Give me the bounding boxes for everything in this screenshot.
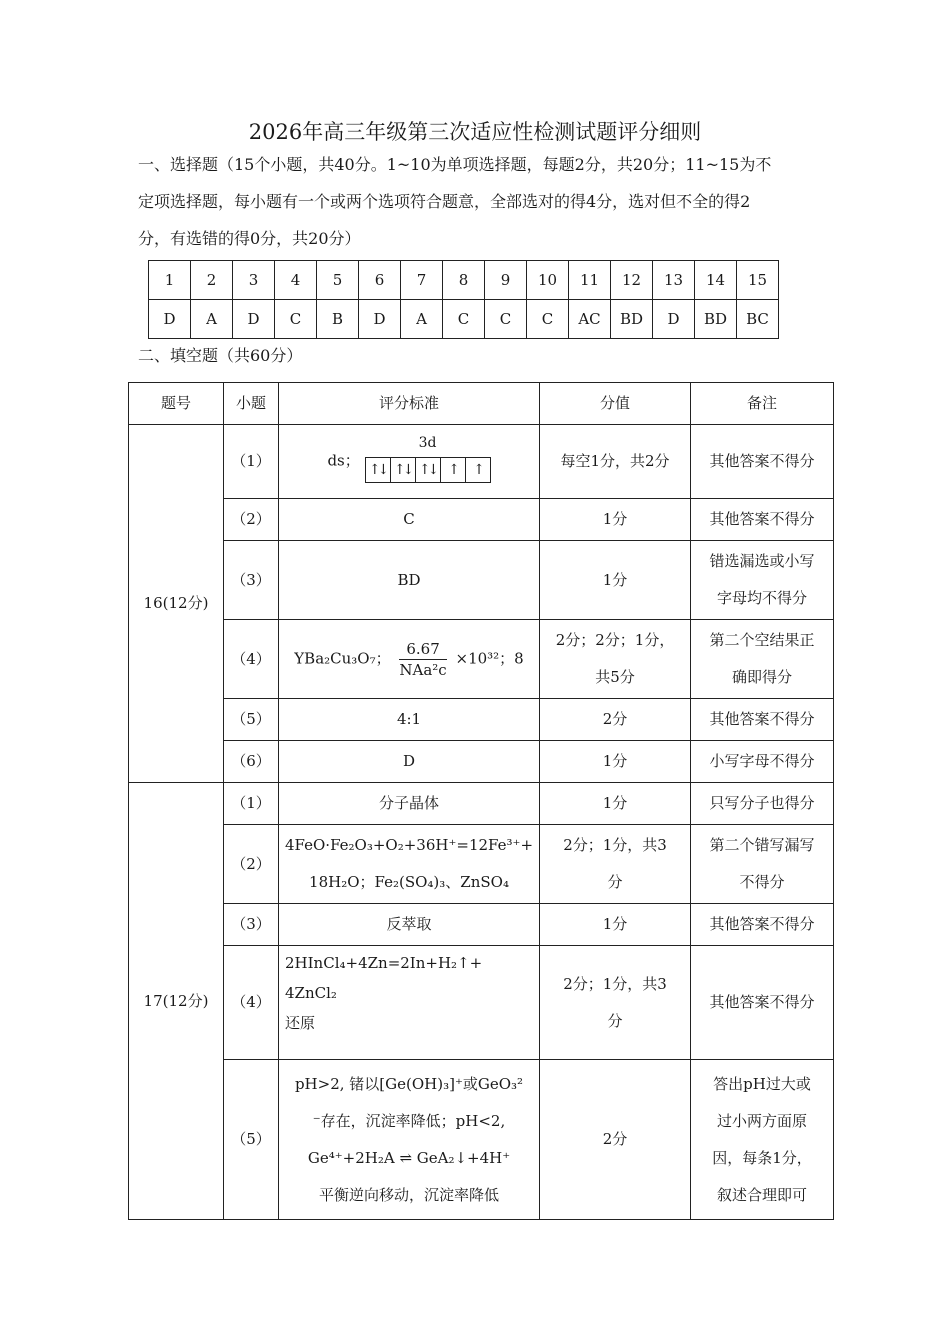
question-number-cell: 7 (401, 261, 443, 300)
orbital-diagram (365, 435, 491, 488)
header-note: 备注 (691, 383, 834, 425)
standard-cell (279, 946, 540, 1060)
answer-cell: BC (737, 300, 779, 339)
note-line: 第二个错写漏写 (709, 836, 815, 854)
orbital-box: ↑ (473, 462, 482, 478)
note-cell (691, 541, 834, 620)
answer-cell: D (149, 300, 191, 339)
explanation-line: ⁻存在，沉淀率降低；pH<2, (312, 1111, 506, 1130)
header-subquestion: 小题 (224, 383, 279, 425)
score-line: 分 (607, 873, 623, 891)
section2-heading: 二、填空题（共60分） (138, 346, 303, 365)
standard-cell: 4:1 (279, 699, 540, 741)
note-cell: 其他答案不得分 (691, 425, 834, 499)
question-number-cell: 12 (611, 261, 653, 300)
answer-cell: D (233, 300, 275, 339)
page-title: 2026年高三年级第三次适应性检测试题评分细则 (248, 120, 702, 144)
header-score: 分值 (540, 383, 691, 425)
instruction-line: 一、选择题（15个小题，共40分。1~10为单项选择题，每题2分，共20分；11~15为不 (138, 155, 772, 174)
note-line: 错选漏选或小写 (709, 552, 815, 570)
question-label: 16(12分) (129, 425, 224, 783)
explanation-line: pH>2, 锗以[Ge(OH)₃]⁺或GeO₃² (294, 1074, 524, 1093)
standard-text: ds； (327, 451, 360, 470)
orbital-box: ↑↓ (416, 458, 441, 482)
note-cell: 其他答案不得分 (691, 699, 834, 741)
standard-cell: C (279, 499, 540, 541)
score-cell: 1分 (540, 783, 691, 825)
score-line: 共5分 (595, 668, 635, 686)
score-cell: 1分 (540, 904, 691, 946)
note-cell (691, 620, 834, 699)
score-cell: 1分 (540, 741, 691, 783)
question-number-cell: 4 (275, 261, 317, 300)
formula-text: YBa₂Cu₃O₇； (294, 649, 391, 667)
question-number-cell: 11 (569, 261, 611, 300)
sub-label: （4） (224, 620, 279, 699)
sub-label: （3） (224, 541, 279, 620)
sub-label: （3） (224, 904, 279, 946)
sub-label: （1） (224, 783, 279, 825)
instruction-line: 定项选择题，每小题有一个或两个选项符合题意，全部选对的得4分，选对但不全的得2 (138, 192, 751, 211)
note-cell: 小写字母不得分 (691, 741, 834, 783)
standard-cell: D (279, 741, 540, 783)
question-number-cell: 6 (359, 261, 401, 300)
instruction-line: 分，有选错的得0分，共20分） (138, 229, 361, 248)
answer-cell: D (359, 300, 401, 339)
score-line: 分 (607, 1011, 623, 1030)
fraction-numerator: 6.67 (399, 639, 446, 660)
score-cell: 2分 (540, 1060, 691, 1220)
answer-cell: AC (569, 300, 611, 339)
score-cell (540, 825, 691, 904)
question-number-cell: 14 (695, 261, 737, 300)
answer-cell: BD (695, 300, 737, 339)
equation-line: 还原 (285, 1014, 316, 1032)
sub-label: （1） (224, 425, 279, 499)
question-label: 17(12分) (129, 783, 224, 1220)
score-cell: 2分 (540, 699, 691, 741)
standard-cell: BD (279, 541, 540, 620)
note-line: 叙述合理即可 (717, 1185, 808, 1204)
score-cell (540, 946, 691, 1060)
question-number-cell: 5 (317, 261, 359, 300)
question-number-cell: 13 (653, 261, 695, 300)
answer-cell: A (401, 300, 443, 339)
answer-cell: C (275, 300, 317, 339)
answer-cell: C (527, 300, 569, 339)
standard-cell (279, 825, 540, 904)
note-cell: 只写分子也得分 (691, 783, 834, 825)
note-line: 因，每条1分， (712, 1148, 812, 1167)
sub-label: （2） (224, 499, 279, 541)
explanation-line: Ge⁴⁺+2H₂A ⇌ GeA₂↓+4H⁺ (307, 1148, 511, 1167)
equation-line: 4FeO·Fe₂O₃+O₂+36H⁺=12Fe³⁺+ (285, 836, 534, 854)
sub-label: （2） (224, 825, 279, 904)
score-line: 2分；1分，共3 (563, 974, 667, 993)
score-line: 2分；1分，共3 (563, 836, 667, 854)
note-line: 答出pH过大或 (713, 1074, 811, 1093)
orbital-box: ↑↓ (391, 458, 416, 482)
sub-label: （4） (224, 946, 279, 1060)
fraction (399, 639, 446, 680)
note-line: 不得分 (739, 873, 785, 891)
question-number-cell: 2 (191, 261, 233, 300)
note-cell: 其他答案不得分 (691, 904, 834, 946)
section1-instructions (138, 146, 818, 257)
answer-cell: C (485, 300, 527, 339)
equation-line: 2HInCl₄+4Zn=2In+H₂↑+ 4ZnCl₂ (285, 954, 483, 1002)
orbital-box: ↑↓ (366, 458, 391, 482)
score-cell (540, 620, 691, 699)
standard-cell (279, 620, 540, 699)
note-cell (691, 1060, 834, 1220)
answer-cell: A (191, 300, 233, 339)
standard-cell (279, 1060, 540, 1220)
answer-cell: C (443, 300, 485, 339)
fill-answer-table (128, 382, 834, 1220)
score-cell: 1分 (540, 499, 691, 541)
sub-label: （6） (224, 741, 279, 783)
standard-cell: 反萃取 (279, 904, 540, 946)
fraction-denominator: NAa²c (399, 660, 447, 679)
equation-line: 18H₂O；Fe₂(SO₄)₃、ZnSO₄ (309, 873, 509, 891)
note-line: 确即得分 (732, 668, 793, 686)
choice-answer-table (148, 260, 779, 339)
question-number-cell: 10 (527, 261, 569, 300)
sub-label: （5） (224, 699, 279, 741)
standard-cell (279, 425, 540, 499)
score-cell: 每空1分，共2分 (540, 425, 691, 499)
question-number-cell: 9 (485, 261, 527, 300)
header-standard: 评分标准 (279, 383, 540, 425)
explanation-line: 平衡逆向移动，沉淀率降低 (319, 1185, 500, 1204)
question-number-cell: 8 (443, 261, 485, 300)
note-cell: 其他答案不得分 (691, 946, 834, 1060)
formula-tail: ×10³²；8 (455, 649, 524, 667)
standard-cell: 分子晶体 (279, 783, 540, 825)
note-cell: 其他答案不得分 (691, 499, 834, 541)
note-line: 第二个空结果正 (709, 631, 815, 649)
sub-label: （5） (224, 1060, 279, 1220)
note-line: 字母均不得分 (717, 589, 808, 607)
answer-cell: BD (611, 300, 653, 339)
question-number-cell: 1 (149, 261, 191, 300)
note-line: 过小两方面原 (717, 1111, 808, 1130)
score-cell: 1分 (540, 541, 691, 620)
note-cell (691, 825, 834, 904)
orbital-label: 3d (418, 435, 437, 451)
score-line: 2分；2分；1分， (555, 631, 675, 649)
question-number-cell: 15 (737, 261, 779, 300)
header-question: 题号 (129, 383, 224, 425)
orbital-box: ↑ (441, 458, 466, 482)
question-number-cell: 3 (233, 261, 275, 300)
answer-cell: B (317, 300, 359, 339)
answer-cell: D (653, 300, 695, 339)
